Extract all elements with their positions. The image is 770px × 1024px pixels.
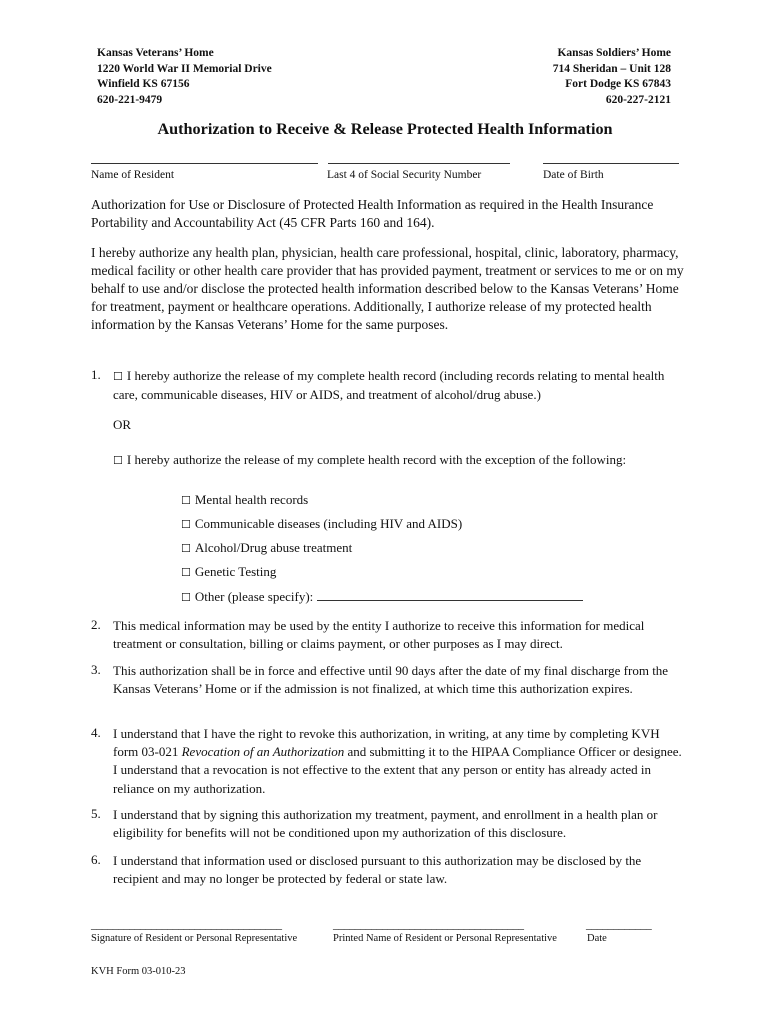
printed-name-label: Printed Name of Resident or Personal Representative — [333, 933, 557, 944]
exception-communicable: ☐ Communicable diseases (including HIV and AIDS) — [181, 516, 463, 531]
item-1-option-b — [113, 451, 683, 470]
genetic-checkbox[interactable]: ☐ — [181, 566, 191, 579]
item-2-number: 2. — [91, 617, 101, 632]
item-3-text: This authorization shall be in force and effective until 90 days after the date of my final discharge from the Kansas Veterans’ Home or if the admission is not finalized, at which time this authorization expires. — [113, 663, 669, 697]
item-1-option-a-text: I hereby authorize the release of my complete health record (including records relating to mental health care, communicable diseases, HIV or AIDS, and treatment of alcohol/drug abuse.) — [113, 368, 665, 403]
document-title: Authorization to Receive & Release Protected Health Information — [157, 120, 613, 138]
ksh-address-block — [553, 46, 671, 108]
exception-mental-health: ☐ Mental health records — [181, 492, 309, 507]
resident-name-line[interactable] — [91, 163, 318, 164]
authorization-paragraph: I hereby authorize any health plan, physician, health care professional, hospital, clinic, laboratory, pharmacy, medical facility or other health care provider that has provided payment, treatment or services to me or on my behalf to use and/or disclose the protected health information described below to the Kansas Veterans’ Home for treatment, payment or healthcare operations. Additionally, I authorize release of my protected health information by the Kansas Veterans’ Home for the same purposes. — [91, 245, 684, 332]
alcohol-drug-checkbox[interactable]: ☐ — [181, 542, 191, 555]
ssn-line[interactable] — [328, 163, 510, 164]
ksh-city: Fort Dodge KS 67843 — [565, 78, 671, 90]
date-line[interactable]: ____________ — [586, 919, 652, 931]
kvh-phone: 620-221-9479 — [97, 93, 163, 106]
date-label: Date — [587, 933, 607, 944]
form-number: KVH Form 03-010-23 — [91, 966, 186, 977]
ssn-label: Last 4 of Social Security Number — [327, 169, 482, 181]
item-5-text: I understand that by signing this authorization my treatment, payment, and enrollment in a health plan or eligibility for benefits will not be conditioned upon my authorization of this disclosure. — [113, 807, 658, 841]
item-4-number: 4. — [91, 725, 101, 740]
communicable-checkbox[interactable]: ☐ — [181, 518, 191, 531]
kvh-city: Winfield KS 67156 — [97, 78, 190, 90]
item-4-text: I understand that I have the right to revoke this authorization, in writing, at any time by completing KVH form 03-021 Revocation of an Authorization and submitting it to the HIPAA Compliance Officer or designee. I understand that a revocation is not effective to the extent that any person or entity has already acted in reliance on my authorization. — [113, 726, 682, 796]
ksh-name: Kansas Soldiers’ Home — [557, 47, 671, 59]
exception-other: ☐ Other (please specify): — [181, 588, 583, 605]
kvh-street: 1220 World War II Memorial Drive — [97, 62, 272, 75]
item-1-option-a — [113, 367, 683, 404]
item-2-text: This medical information may be used by the entity I authorize to receive this information for medical treatment or consultation, billing or claims payment, or other purposes as I may direct. — [113, 618, 645, 652]
dob-line[interactable] — [543, 163, 679, 164]
item-1-or: OR — [113, 417, 132, 432]
revocation-form-title: Revocation of an Authorization — [181, 744, 345, 760]
item-3-number: 3. — [91, 662, 101, 677]
kvh-name: Kansas Veterans’ Home — [97, 47, 214, 59]
exception-alcohol-drug: ☐ Alcohol/Drug abuse treatment — [181, 540, 353, 555]
exception-genetic: ☐ Genetic Testing — [181, 564, 277, 579]
mental-health-checkbox[interactable]: ☐ — [181, 494, 191, 507]
item-6-number: 6. — [91, 852, 101, 867]
dob-label: Date of Birth — [543, 169, 604, 181]
item-5-number: 5. — [91, 806, 101, 821]
intro-paragraph: Authorization for Use or Disclosure of Protected Health Information as required in the Health Insurance Portability and Accountability Act (45 CFR Parts 160 and 164). — [91, 197, 654, 230]
ksh-phone: 620-227-2121 — [605, 93, 671, 106]
item-1-number: 1. — [91, 367, 101, 382]
kvh-address-block — [97, 46, 272, 108]
item-1-option-b-text: I hereby authorize the release of my complete health record with the exception of the following: — [126, 452, 627, 467]
signature-line[interactable]: ___________________________________ — [91, 919, 282, 931]
partial-release-checkbox[interactable]: ☐ — [113, 454, 123, 467]
signature-label: Signature of Resident or Personal Representative — [91, 933, 298, 944]
full-release-checkbox[interactable]: ☐ — [113, 370, 123, 383]
printed-name-line[interactable]: ___________________________________ — [333, 919, 524, 931]
resident-name-label: Name of Resident — [91, 169, 175, 181]
ksh-street: 714 Sheridan – Unit 128 — [552, 62, 671, 75]
other-checkbox[interactable]: ☐ — [181, 591, 191, 604]
item-6-text: I understand that information used or disclosed pursuant to this authorization may be disclosed by the recipient and may no longer be protected by federal or state law. — [113, 853, 642, 887]
other-specify-input[interactable] — [317, 588, 583, 601]
